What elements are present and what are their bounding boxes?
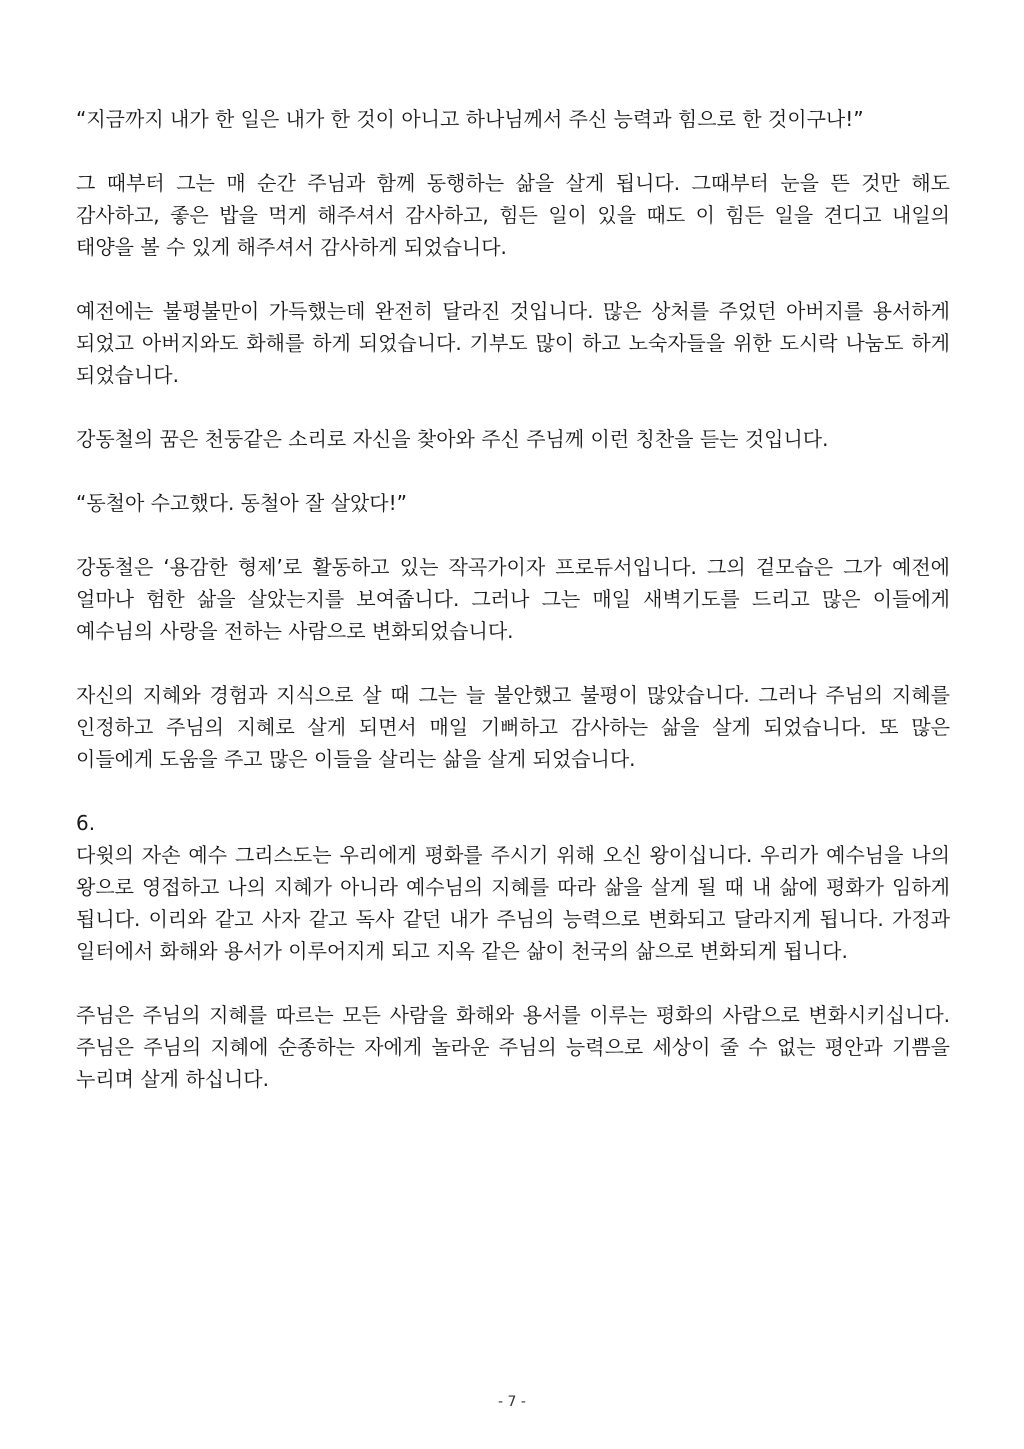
page-content — [76, 103, 950, 1095]
body-paragraph: 예전에는 불평불만이 가득했는데 완전히 달라진 것입니다. 많은 상처를 주었던 아버지를 용서하게 되었고 아버지와도 화해를 하게 되었습니다. 기부도 많이 하고 노숙자들을 위한 도시락 나눔도 하게 되었습니다. — [76, 299, 950, 387]
body-paragraph: 주님은 주님의 지혜를 따르는 모든 사람을 화해와 용서를 이루는 평화의 사람으로 변화시키십니다. 주님은 주님의 지혜에 순종하는 자에게 놀라운 주님의 능력으로 세상이 줄 수 없는 평안과 기쁨을 누리며 살게 하십니다. — [76, 1003, 950, 1091]
body-paragraph: 다윗의 자손 예수 그리스도는 우리에게 평화를 주시기 위해 오신 왕이십니다. 우리가 예수님을 나의 왕으로 영접하고 나의 지혜가 아니라 예수님의 지혜를 따라 삶을 살게 될 때 내 삶에 평화가 임하게 됩니다. 이리와 같고 사자 같고 독사 같던 내가 주님의 능력으로 변화되고 달라지게 됩니다. 가정과 일터에서 화해와 용서가 이루어지게 되고 지옥 같은 삶이 천국의 삶으로 변화되게 됩니다. — [76, 843, 950, 963]
body-paragraph: 자신의 지혜와 경험과 지식으로 살 때 그는 늘 불안했고 불평이 많았습니다. 그러나 주님의 지혜를 인정하고 주님의 지혜로 살게 되면서 매일 기뻐하고 감사하는 삶을 살게 되었습니다. 또 많은 이들에게 도움을 주고 많은 이들을 살리는 삶을 살게 되었습니다. — [76, 683, 950, 771]
section-number: 6. — [76, 811, 96, 835]
quote-paragraph: “지금까지 내가 한 일은 내가 한 것이 아니고 하나님께서 주신 능력과 힘으로 한 것이구나!” — [76, 107, 864, 131]
page-number: - 7 - — [498, 1394, 526, 1410]
quote-paragraph: “동철아 수고했다. 동철아 잘 살았다!” — [76, 491, 408, 515]
body-paragraph: 강동철은 ‘용감한 형제’로 활동하고 있는 작곡가이자 프로듀서입니다. 그의 겉모습은 그가 예전에 얼마나 험한 삶을 살았는지를 보여줍니다. 그러나 그는 매일 새벽기도를 드리고 많은 이들에게 예수님의 사랑을 전하는 사람으로 변화되었습니다. — [76, 555, 950, 643]
body-paragraph: 그 때부터 그는 매 순간 주님과 함께 동행하는 삶을 살게 됩니다. 그때부터 눈을 뜬 것만 해도 감사하고, 좋은 밥을 먹게 해주셔서 감사하고, 힘든 일이 있을 때도 이 힘든 일을 견디고 내일의 태양을 볼 수 있게 해주셔서 감사하게 되었습니다. — [76, 171, 950, 259]
body-paragraph: 강동철의 꿈은 천둥같은 소리로 자신을 찾아와 주신 주님께 이런 칭찬을 듣는 것입니다. — [76, 427, 829, 451]
